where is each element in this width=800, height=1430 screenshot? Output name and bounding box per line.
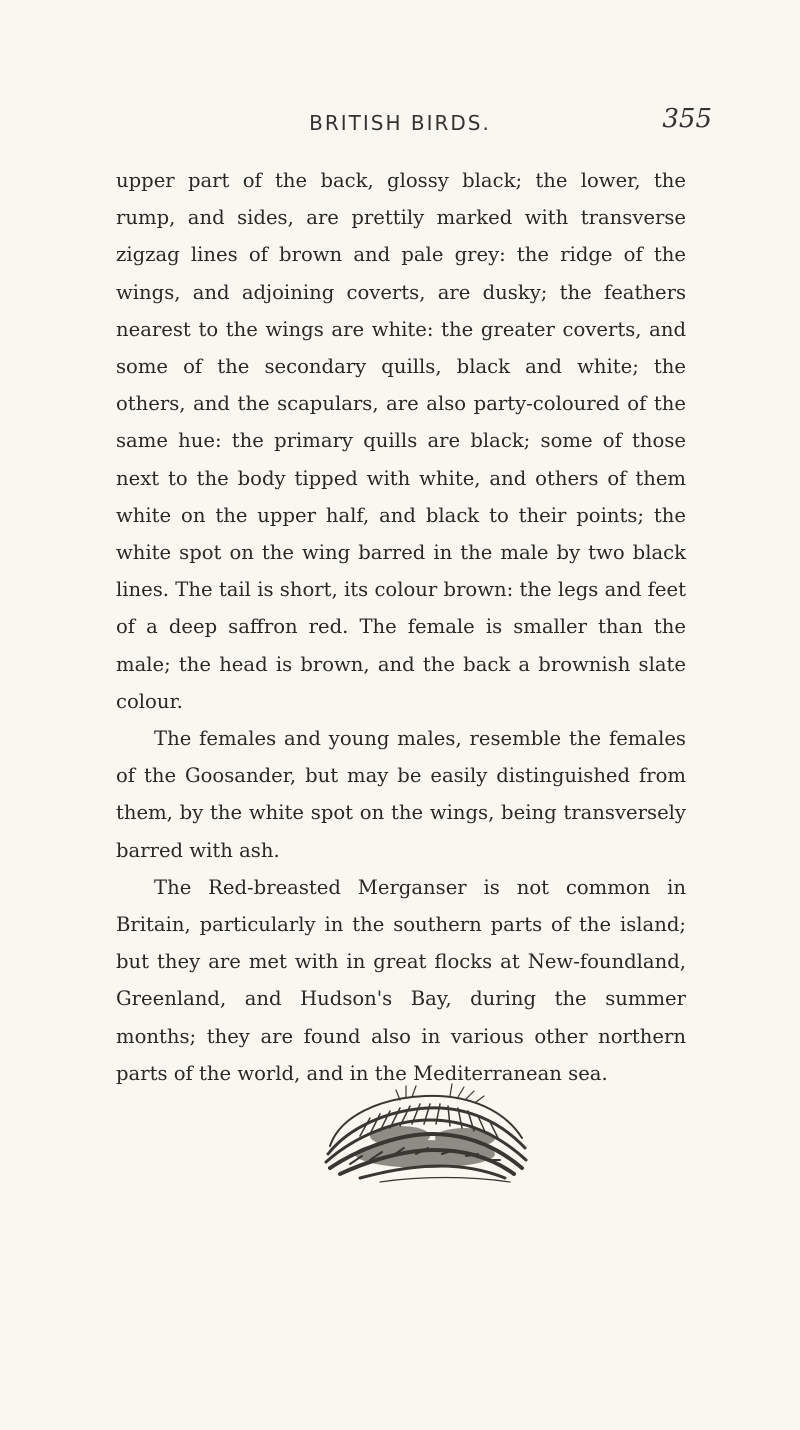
page-number: 355 xyxy=(662,104,712,134)
engraved-landscape-vignette-icon xyxy=(300,1076,550,1186)
paragraph-2: The females and young males, resemble the females of the Goosander, but may be easily distinguished from them, by the white spot on the wings, being transversely barred with ash. xyxy=(116,727,686,862)
body-text xyxy=(116,162,686,1092)
running-title: BRITISH BIRDS. xyxy=(309,111,491,135)
paragraph-3: The Red-breasted Merganser is not common in Britain, particularly in the southern parts of the island; but they are met with in great flocks at New-foundland, Greenland, and Hudson's Bay, during the summer months; they are found also in various other northern parts of the world, and in the Mediterranean sea. xyxy=(116,875,686,1085)
paragraph-1: upper part of the back, glossy black; the lower, the rump, and sides, are prettily marked with transverse zigzag lines of brown and pale grey: the ridge of the wings, and adjoining coverts, are dusky; the feathers nearest to the wings are white: the greater coverts, and some of the secondary quills, black and white; the others, and the scapulars, are also party-coloured of the same hue: the primary quills are black; some of those next to the body tipped with white, and others of them white on the upper half, and black to their points; the white spot on the wing barred in the male by two black lines. The tail is short, its colour brown: the legs and feet of a deep saffron red. The female is smaller than the male; the head is brown, and the back a brownish slate colour. xyxy=(116,169,686,713)
